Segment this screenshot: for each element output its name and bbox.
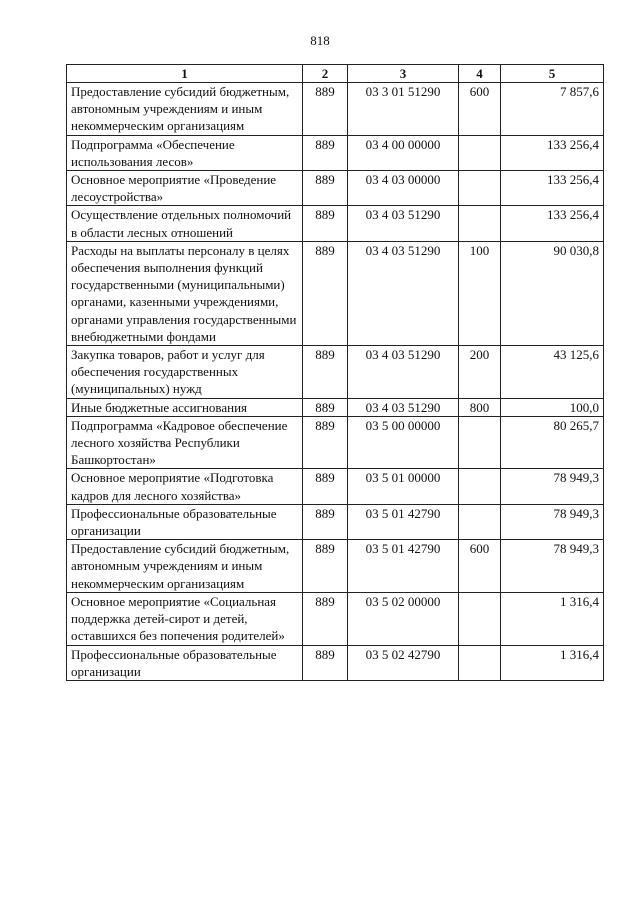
row-sum-cell: 78 949,3 [501, 504, 604, 539]
table-row [67, 83, 604, 136]
row-name-cell: Предоставление субсидий бюджетным, автономным учреждениям и иным некоммерческим организациям [67, 83, 303, 136]
row-csr-cell: 03 4 03 00000 [348, 171, 459, 206]
row-sum-cell: 100,0 [501, 398, 604, 416]
row-code-cell: 889 [303, 592, 348, 645]
row-name-cell: Расходы на выплаты персоналу в целях обеспечения выполнения функций государственными (муниципальными) органами, казенными учреждениями, органами управления государственными внебюджетными фондами [67, 241, 303, 345]
row-vr-cell [459, 592, 501, 645]
row-code-cell: 889 [303, 135, 348, 170]
row-sum-cell: 78 949,3 [501, 540, 604, 593]
row-sum-cell: 133 256,4 [501, 135, 604, 170]
row-name-cell: Предоставление субсидий бюджетным, автономным учреждениям и иным некоммерческим организациям [67, 540, 303, 593]
page-number: 818 [310, 33, 330, 48]
row-sum-cell: 133 256,4 [501, 171, 604, 206]
budget-table [66, 64, 604, 681]
row-name-cell: Основное мероприятие «Проведение лесоустройства» [67, 171, 303, 206]
row-code-cell: 889 [303, 540, 348, 593]
header-col-2: 2 [303, 65, 348, 83]
table-row [67, 540, 604, 593]
row-csr-cell: 03 5 00 00000 [348, 416, 459, 469]
row-name-cell: Подпрограмма «Обеспечение использования лесов» [67, 135, 303, 170]
row-sum-cell: 7 857,6 [501, 83, 604, 136]
row-sum-cell: 43 125,6 [501, 346, 604, 399]
row-csr-cell: 03 5 01 00000 [348, 469, 459, 504]
row-code-cell: 889 [303, 645, 348, 680]
header-col-1: 1 [67, 65, 303, 83]
row-csr-cell: 03 5 02 42790 [348, 645, 459, 680]
row-vr-cell: 600 [459, 540, 501, 593]
row-csr-cell: 03 4 03 51290 [348, 398, 459, 416]
row-code-cell: 889 [303, 416, 348, 469]
row-vr-cell: 800 [459, 398, 501, 416]
row-sum-cell: 90 030,8 [501, 241, 604, 345]
row-code-cell: 889 [303, 241, 348, 345]
table-row [67, 645, 604, 680]
table-row [67, 135, 604, 170]
row-csr-cell: 03 5 01 42790 [348, 504, 459, 539]
header-col-3: 3 [348, 65, 459, 83]
header-col-4: 4 [459, 65, 501, 83]
row-csr-cell: 03 5 02 00000 [348, 592, 459, 645]
table-row [67, 416, 604, 469]
table-row [67, 346, 604, 399]
table-row [67, 469, 604, 504]
row-csr-cell: 03 4 03 51290 [348, 346, 459, 399]
row-vr-cell [459, 135, 501, 170]
row-sum-cell: 80 265,7 [501, 416, 604, 469]
row-vr-cell [459, 171, 501, 206]
row-name-cell: Профессиональные образовательные организации [67, 504, 303, 539]
row-name-cell: Профессиональные образовательные организации [67, 645, 303, 680]
row-vr-cell: 100 [459, 241, 501, 345]
row-csr-cell: 03 4 03 51290 [348, 241, 459, 345]
row-vr-cell [459, 206, 501, 241]
row-name-cell: Иные бюджетные ассигнования [67, 398, 303, 416]
row-name-cell: Осуществление отдельных полномочий в области лесных отношений [67, 206, 303, 241]
table-row [67, 171, 604, 206]
row-vr-cell [459, 469, 501, 504]
table-row [67, 592, 604, 645]
row-csr-cell: 03 4 00 00000 [348, 135, 459, 170]
table-row [67, 398, 604, 416]
row-vr-cell: 200 [459, 346, 501, 399]
row-name-cell: Основное мероприятие «Социальная поддержка детей-сирот и детей, оставшихся без попечения родителей» [67, 592, 303, 645]
row-vr-cell: 600 [459, 83, 501, 136]
table-row [67, 241, 604, 345]
table-row [67, 504, 604, 539]
row-csr-cell: 03 5 01 42790 [348, 540, 459, 593]
row-code-cell: 889 [303, 504, 348, 539]
row-sum-cell: 1 316,4 [501, 645, 604, 680]
row-vr-cell [459, 645, 501, 680]
row-code-cell: 889 [303, 398, 348, 416]
row-vr-cell [459, 416, 501, 469]
row-code-cell: 889 [303, 346, 348, 399]
row-sum-cell: 133 256,4 [501, 206, 604, 241]
header-col-5: 5 [501, 65, 604, 83]
row-sum-cell: 78 949,3 [501, 469, 604, 504]
row-code-cell: 889 [303, 469, 348, 504]
row-name-cell: Подпрограмма «Кадровое обеспечение лесного хозяйства Республики Башкортостан» [67, 416, 303, 469]
row-csr-cell: 03 4 03 51290 [348, 206, 459, 241]
row-code-cell: 889 [303, 171, 348, 206]
row-name-cell: Закупка товаров, работ и услуг для обеспечения государственных (муниципальных) нужд [67, 346, 303, 399]
table-body [67, 83, 604, 681]
row-csr-cell: 03 3 01 51290 [348, 83, 459, 136]
table-row [67, 206, 604, 241]
row-name-cell: Основное мероприятие «Подготовка кадров для лесного хозяйства» [67, 469, 303, 504]
table-header-row [67, 65, 604, 83]
row-sum-cell: 1 316,4 [501, 592, 604, 645]
row-vr-cell [459, 504, 501, 539]
row-code-cell: 889 [303, 206, 348, 241]
row-code-cell: 889 [303, 83, 348, 136]
